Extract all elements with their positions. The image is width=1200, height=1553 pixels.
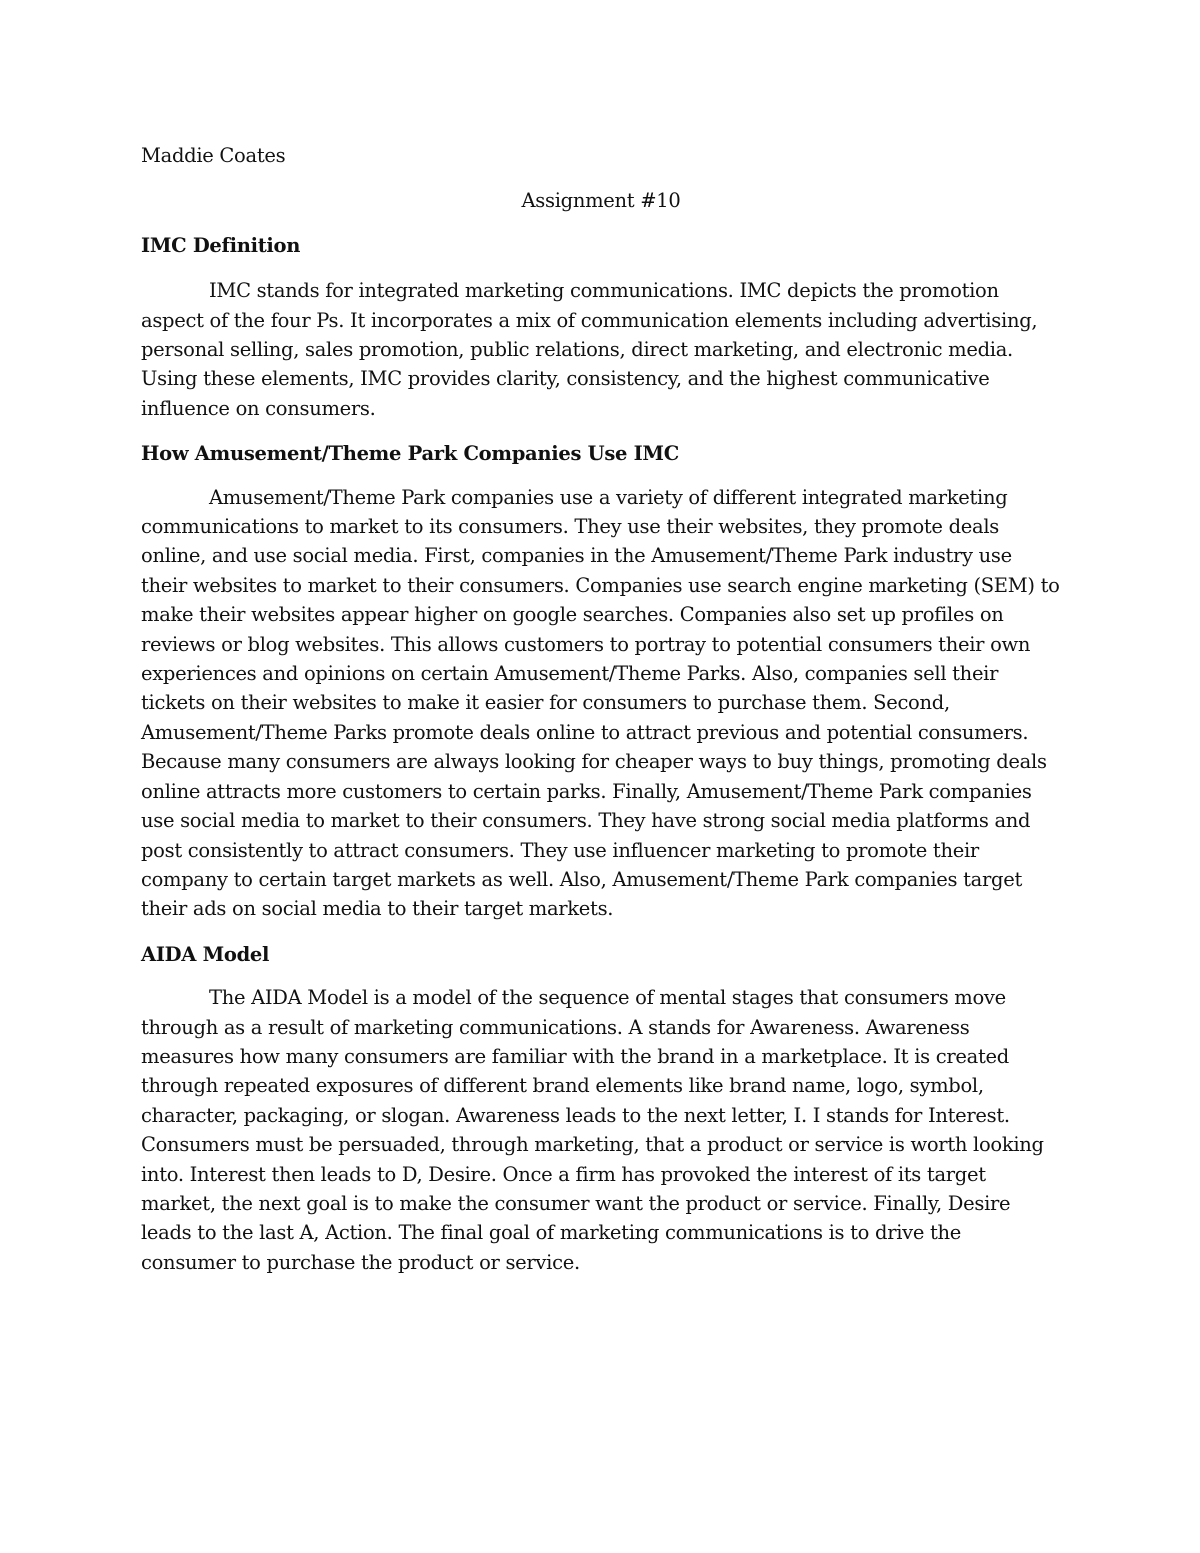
- section-body-theme-park-imc: Amusement/Theme Park companies use a variety of different integrated marketing communications to market to its consumers. They use their websites, they promote deals online, and use social media. First, companies in the Amusement/Theme Park industry use their websites to market to their consumers. Companies use search engine marketing (SEM) to make their websites appear higher on google searches. Companies also set up profiles on reviews or blog websites. This allows customers to portray to potential consumers their own experiences and opinions on certain Amusement/Theme Parks. Also, companies sell their tickets on their websites to make it easier for consumers to purchase them. Second, Amusement/Theme Parks promote deals online to attract previous and potential consumers. Because many consumers are always looking for cheaper ways to buy things, promoting deals online attracts more customers to certain parks. Finally, Amusement/Theme Park companies use social media to market to their consumers. They have strong social media platforms and post consistently to attract consumers. They use influencer marketing to promote their company to certain target markets as well. Also, Amusement/Theme Park companies target their ads on social media to their target markets.: [141, 485, 1060, 921]
- section-heading-theme-park-imc: How Amusement/Theme Park Companies Use IMC: [141, 442, 679, 466]
- section-body-aida-model: The AIDA Model is a model of the sequence of mental stages that consumers move through as a result of marketing communications. A stands for Awareness. Awareness measures how many consumers are familiar with the brand in a marketplace. It is created through repeated exposures of different brand elements like brand name, logo, symbol, character, packaging, or slogan. Awareness leads to the next letter, I. I stands for Interest. Consumers must be persuaded, through marketing, that a product or service is worth looking into. Interest then leads to D, Desire. Once a firm has provoked the interest of its target market, the next goal is to make the consumer want the product or service. Finally, Desire leads to the last A, Action. The final goal of marketing communications is to drive the consumer to purchase the product or service.: [141, 986, 1044, 1274]
- section-heading-aida-model: AIDA Model: [141, 942, 270, 966]
- author-name: Maddie Coates: [141, 144, 286, 167]
- document-content: [141, 141, 1061, 1277]
- section-heading-imc-definition: IMC Definition: [141, 233, 301, 257]
- document-title: Assignment #10: [521, 189, 681, 213]
- section-body-imc-definition: IMC stands for integrated marketing communications. IMC depicts the promotion aspect of the four Ps. It incorporates a mix of communication elements including advertising, personal selling, sales promotion, public relations, direct marketing, and electronic media. Using these elements, IMC provides clarity, consistency, and the highest communicative influence on consumers.: [141, 279, 1038, 420]
